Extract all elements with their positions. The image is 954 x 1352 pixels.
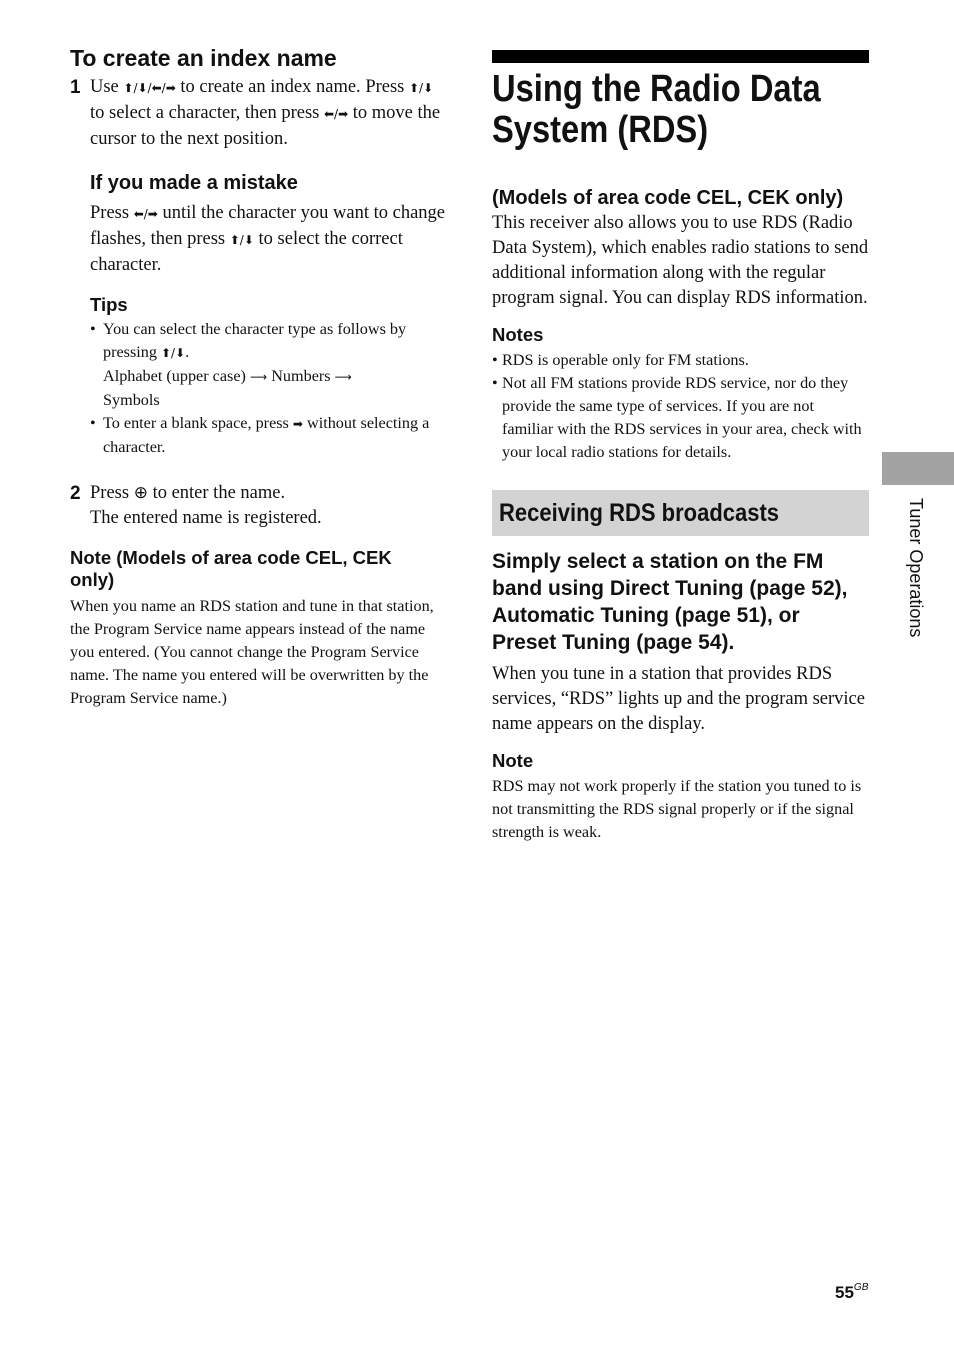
- step-1-number: 1: [70, 77, 81, 98]
- mistake-section: [70, 172, 450, 459]
- title-rule: [492, 50, 869, 63]
- left-right-arrow-icon: ⬅/➡: [133, 207, 158, 221]
- section-tab-label: Tuner Operations: [906, 498, 926, 638]
- step-1-text: Use: [90, 77, 119, 97]
- note-item: [492, 372, 869, 464]
- right-column: [492, 50, 869, 844]
- notes-heading: Notes: [492, 324, 544, 345]
- long-arrow-icon: ⟶: [334, 370, 352, 384]
- rds-intro: This receiver also allows you to use RDS (Radio Data System), which enables radio stations to send additional information along with the regular program signal. You can display RDS information.: [492, 213, 869, 308]
- tip-text: To enter a blank space, press: [103, 414, 289, 432]
- arrow-keys-icon: ⬆/⬇/⬅/➡: [123, 81, 176, 95]
- page-number: [835, 1283, 868, 1303]
- tune-text: When you tune in a station that provides RDS services, “RDS” lights up and the program service name appears on the display.: [492, 664, 865, 734]
- section-heading-bar: [492, 490, 869, 536]
- long-arrow-icon: ⟶: [249, 370, 268, 384]
- step-2-text: Press: [90, 483, 130, 503]
- models-heading: (Models of area code CEL, CEK only): [492, 187, 844, 209]
- step-2-number: 2: [70, 483, 81, 504]
- mistake-text-part: to select the correct character.: [90, 229, 403, 275]
- step-2-result: The entered name is registered.: [90, 508, 322, 528]
- note-item-text: RDS is operable only for FM stations.: [502, 351, 749, 369]
- section-tab: [882, 452, 954, 485]
- tip-item: [90, 318, 450, 412]
- tip-text: without selecting a character.: [103, 414, 430, 456]
- left-right-arrow-icon: ⬅/➡: [324, 107, 349, 121]
- note-item-text: Not all FM stations provide RDS service, nor do they provide the same type of services. If you are not familiar with the RDS services in your area, check with your local radio stations for details.: [502, 374, 862, 461]
- mistake-text: [90, 201, 450, 278]
- instruction-heading: Simply select a station on the FM band using Direct Tuning (page 52), Automatic Tuning (page 51), or Preset Tuning (page 54).: [492, 550, 848, 654]
- enter-button-icon: ⊕: [133, 483, 148, 503]
- page-number-suffix: GB: [853, 1282, 869, 1293]
- step-2-text: to enter the name.: [152, 483, 286, 503]
- up-down-arrow-icon: ⬆/⬇: [229, 233, 254, 247]
- bullet: •: [492, 351, 498, 369]
- tip-sequence: Alphabet (upper case): [103, 367, 246, 385]
- step-1-text: to select a character, then press: [90, 103, 320, 123]
- tip-text: .: [185, 343, 190, 361]
- tip-text: You can select the character type as follows by pressing: [103, 320, 407, 361]
- page-number-value: 55: [835, 1283, 854, 1302]
- index-name-heading: To create an index name: [70, 45, 337, 71]
- note-text: RDS may not work properly if the station you tuned to is not transmitting the RDS signal properly or if the signal strength is weak.: [492, 777, 862, 841]
- bullet: •: [90, 414, 96, 432]
- step-1-text: Press: [365, 77, 405, 97]
- mistake-text-part: until the character you want to change flashes, then press: [90, 203, 445, 249]
- bullet: •: [492, 374, 498, 392]
- step-1-text: to create an index name.: [180, 77, 361, 97]
- tip-sequence: Numbers: [271, 367, 331, 385]
- right-arrow-icon: ➡: [292, 417, 303, 431]
- note-text: When you name an RDS station and tune in that station, the Program Service name appears instead of the name you entered. (You cannot change the Program Service name. The name you entered will be overwritten by the Program Service name.): [70, 597, 434, 707]
- tip-item: [90, 412, 450, 459]
- note-heading: Note: [492, 750, 534, 771]
- tips-heading: Tips: [90, 294, 128, 315]
- step-1: [70, 75, 450, 152]
- up-down-arrow-icon: ⬆/⬇: [409, 81, 434, 95]
- note-item: [492, 349, 869, 372]
- page-title: Using the Radio Data System (RDS): [492, 68, 821, 151]
- note-heading: Note (Models of area code CEL, CEK only): [70, 547, 392, 590]
- up-down-arrow-icon: ⬆/⬇: [161, 346, 186, 360]
- step-1-text: to move the cursor to the next position.: [90, 103, 441, 149]
- step-2: [70, 481, 450, 531]
- left-column: [70, 44, 450, 710]
- section-heading: Receiving RDS broadcasts: [499, 498, 780, 527]
- bullet: •: [90, 320, 96, 338]
- mistake-heading: If you made a mistake: [90, 172, 298, 194]
- tip-sequence: Symbols: [103, 391, 160, 409]
- mistake-text-part: Press: [90, 203, 130, 223]
